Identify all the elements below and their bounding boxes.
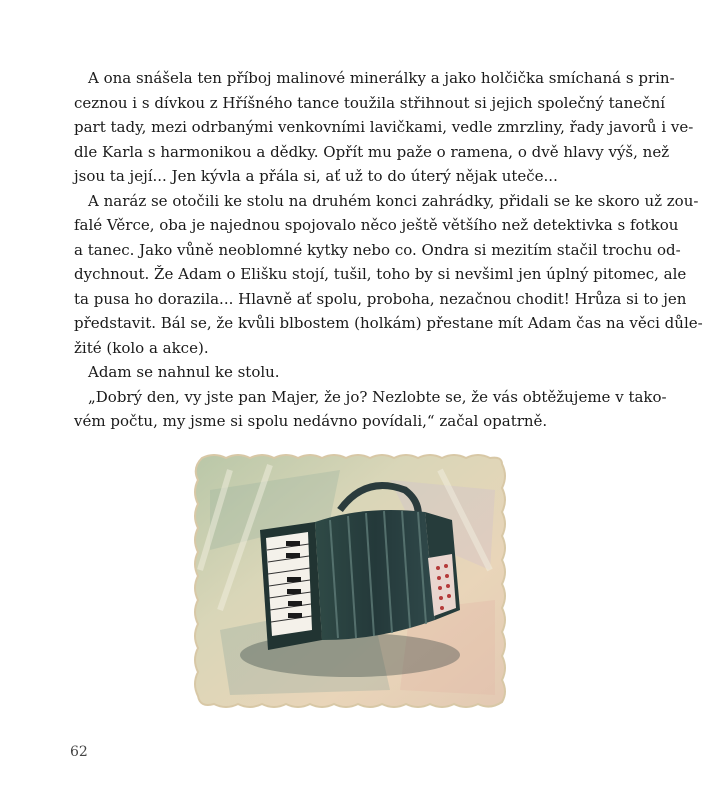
text-line: ta pusa ho dorazila... Hlavně ať spolu, proboha, nezačnou chodit! Hrůza si to jen xyxy=(74,289,687,308)
text-line: ceznou i s dívkou z Hříšného tance toužila střihnout si jejich společný taneční xyxy=(74,93,666,112)
text-line: vém počtu, my jsme si spolu nedávno povídali,“ začal opatrně. xyxy=(74,412,548,430)
page-number: 62 xyxy=(70,744,88,760)
body-text xyxy=(74,66,703,434)
text-line: jsou ta její... Jen kývla a přála si, ať už to do úterý nějak uteče... xyxy=(74,167,558,185)
text-line: dle Karla s harmonikou a dědky. Opřít mu paže o ramena, o dvě hlavy výš, než xyxy=(74,142,670,161)
text-line: falé Věrce, oba je najednou spojovalo něco ještě většího než detektivka s fotkou xyxy=(74,216,679,234)
text-line: a tanec. Jako vůně neoblomné kytky nebo co. Ondra si mezitím stačil trochu od- xyxy=(74,240,681,259)
text-line: představit. Bál se, že kvůli blbostem (holkám) přestane mít Adam čas na věci důle- xyxy=(74,314,703,332)
accordion-painting xyxy=(190,450,510,715)
text-line: Adam se nahnul ke stolu. xyxy=(88,363,280,381)
text-line: part tady, mezi odrbanými venkovními lavičkami, vedle zmrzliny, řady javorů i ve- xyxy=(74,118,694,136)
text-line: „Dobrý den, vy jste pan Majer, že jo? Nezlobte se, že vás obtěžujeme v tako- xyxy=(88,387,667,406)
text-line: žité (kolo a akce). xyxy=(74,338,209,357)
accordion-illustration xyxy=(190,450,510,715)
text-line: dychnout. Že Adam o Elišku stojí, tušil, toho by si nevšiml jen úplný pitomec, ale xyxy=(74,265,687,283)
text-line: A naráz se otočili ke stolu na druhém konci zahrádky, přidali se ke skoro už zou- xyxy=(88,191,699,210)
text-line: A ona snášela ten příboj malinové minerálky a jako holčička smíchaná s prin- xyxy=(88,69,675,87)
